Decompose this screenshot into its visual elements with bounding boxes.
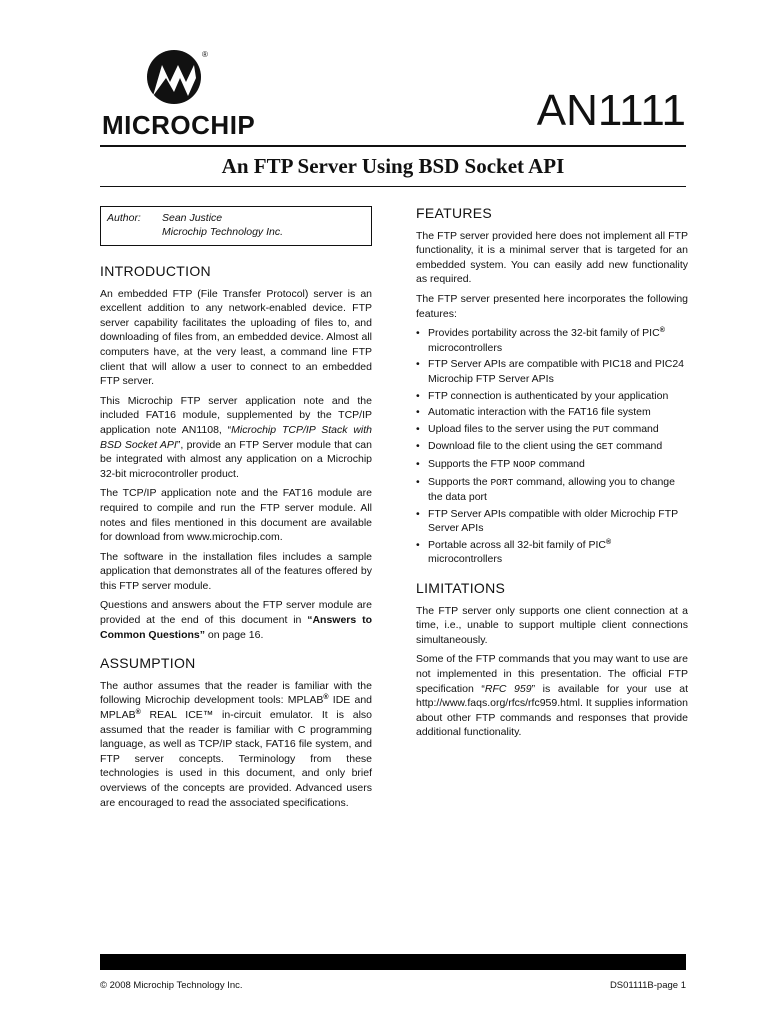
intro-paragraph-4: The software in the installation files includes a sample application that demonstrates all of the features offered by this FTP server module. xyxy=(100,550,372,592)
intro-paragraph-3: The TCP/IP application note and the FAT16 module are required to compile and run the FTP server module. All notes and files mentioned in this document are available for download from www.microchip.com. xyxy=(100,487,372,544)
introduction-heading: INTRODUCTION xyxy=(100,263,211,279)
microchip-logo xyxy=(100,48,260,138)
list-item: • Provides portability across the 32-bit family of PIC® microcontrollers xyxy=(416,326,688,355)
footer-bar xyxy=(100,954,686,970)
author-company: Microchip Technology Inc. xyxy=(162,226,284,238)
list-item: • FTP connection is authenticated by your application xyxy=(416,389,688,404)
page-title: An FTP Server Using BSD Socket API xyxy=(221,154,565,178)
list-item: • Portable across all 32-bit family of PIC® microcontrollers xyxy=(416,538,688,567)
list-item: • Upload files to the server using the PUT command xyxy=(416,422,688,438)
header-rule xyxy=(100,145,686,147)
intro-paragraph-5: Questions and answers about the FTP server module are provided at the end of this document in “Answers to Common Questions” on page 16. xyxy=(100,599,372,641)
left-column xyxy=(100,206,372,815)
author-name: Sean Justice xyxy=(162,212,223,224)
features-paragraph-1: The FTP server provided here does not implement all FTP functionality, it is a minimal server that is targeted for an embedded system. You can easily add new functionality as required. xyxy=(416,229,688,286)
footer-copyright: © 2008 Microchip Technology Inc. xyxy=(100,980,243,991)
limitations-paragraph-2: Some of the FTP commands that you may want to use are not implemented in this presentation. The official FTP specification “RFC 959” is available for your use at http://www.faqs.org/rfcs/rfc959.html. It supplies information about other FTP commands and responses that provide additional functionality. xyxy=(416,653,688,739)
features-paragraph-2: The FTP server presented here incorporates the following features: xyxy=(416,292,688,320)
features-heading: FEATURES xyxy=(416,205,493,221)
intro-paragraph-2: This Microchip FTP server application note and the included FAT16 module, supplemented by the TCP/IP application note AN1108, “Microchip TCP/IP Stack with BSD Socket API”, provide an FTP Server module that can be integrated with almost any application on a Microchip 32-bit microcontroller product. xyxy=(100,394,373,480)
title-rule xyxy=(100,186,686,187)
list-item: • Supports the PORT command, allowing you to change the data port xyxy=(416,475,688,505)
doc-number: AN1111 xyxy=(536,86,686,135)
assumption-paragraph: The author assumes that the reader is familiar with the following Microchip development tools: MPLAB® IDE and MPLAB® REAL ICE™ in-circuit emulator. It is also assumed that the reader is familiar with C programming language, as well as TCP/IP stack, FAT16 file system, and FTP server concepts. Terminology from these technologies is used in this document, and only brief overviews of the concepts are provided. Advanced users are encouraged to read the associated specifications. xyxy=(100,679,372,809)
list-item: • Automatic interaction with the FAT16 file system xyxy=(416,405,688,420)
logo-wordmark: MICROCHIP xyxy=(102,110,256,140)
author-label: Author: xyxy=(107,212,141,224)
list-item: • Supports the FTP NOOP command xyxy=(416,457,688,473)
author-box xyxy=(100,206,372,246)
assumption-heading: ASSUMPTION xyxy=(100,655,196,672)
svg-text:®: ® xyxy=(202,50,208,59)
features-list xyxy=(416,326,688,567)
intro-paragraph-1: An embedded FTP (File Transfer Protocol) server is an excellent addition to any network-enabled device. FTP server capability facilitates the uploading of files to, and downloading of files from, an embedded device. Almost all computers have, at the very least, a command line FTP client that will allow a user to connect to an embedded FTP server. xyxy=(100,287,372,388)
limitations-paragraph-1: The FTP server only supports one client connection at a time, i.e., unable to support multiple client connections simultaneously. xyxy=(416,604,688,646)
list-item: • Download file to the client using the GET command xyxy=(416,439,688,455)
microchip-logo-icon xyxy=(144,48,208,106)
answers-link[interactable]: “Answers to Common Questions” xyxy=(100,614,372,641)
footer-page-number: DS01111B-page 1 xyxy=(609,980,686,991)
list-item: • FTP Server APIs compatible with older Microchip FTP Server APIs xyxy=(416,507,688,536)
list-item: • FTP Server APIs are compatible with PIC18 and PIC24 Microchip FTP Server APIs xyxy=(416,357,688,386)
limitations-heading: LIMITATIONS xyxy=(416,580,506,597)
right-column xyxy=(416,206,688,745)
